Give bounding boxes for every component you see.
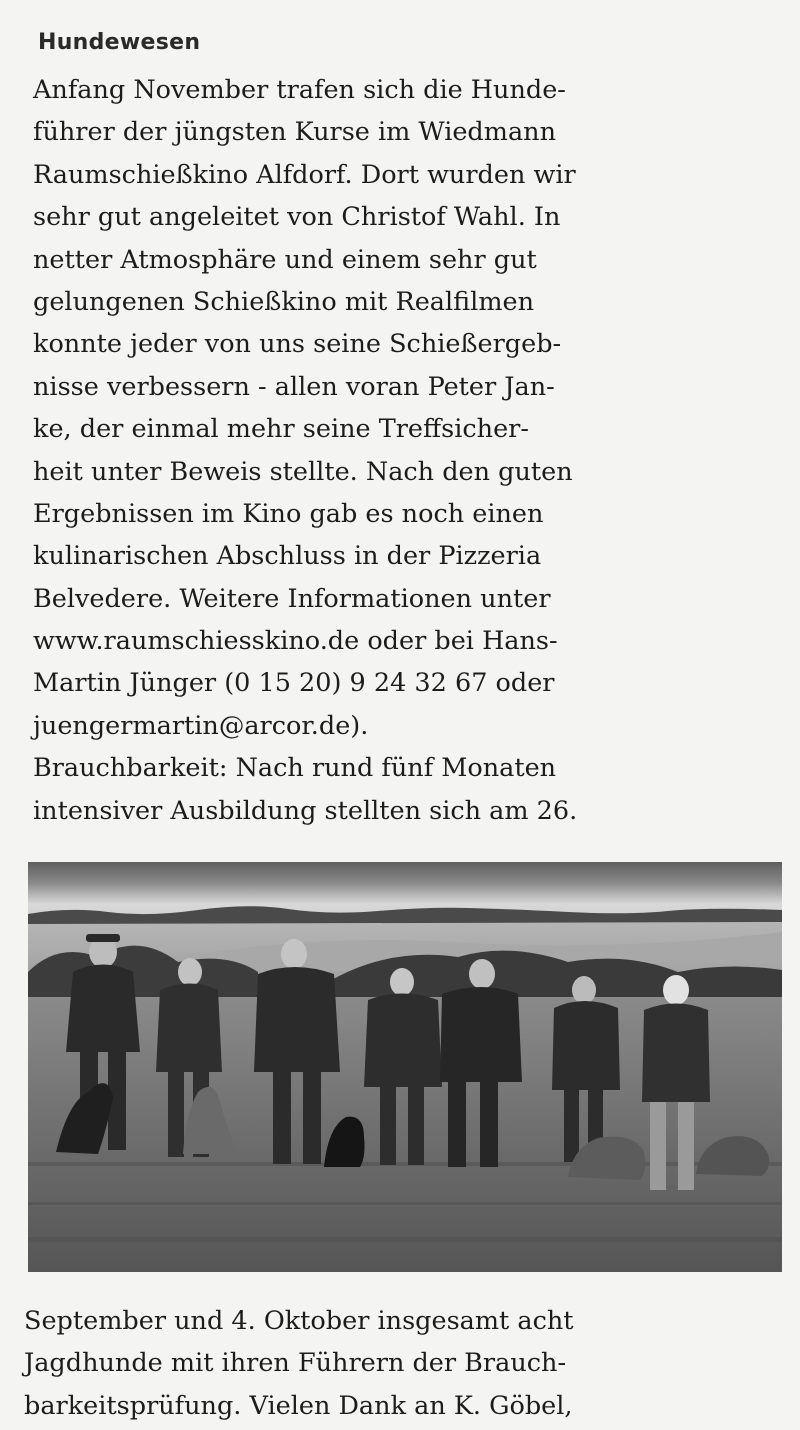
group-photo bbox=[28, 862, 782, 1272]
text-line: intensiver Ausbildung stellten sich am 26. bbox=[33, 795, 578, 826]
article-paragraph-bottom bbox=[24, 1300, 591, 1427]
text-line: nisse verbessern - allen voran Peter Jan- bbox=[33, 371, 555, 402]
text-line: Jagdhunde mit ihren Führern der Brauch- bbox=[24, 1348, 567, 1379]
text-line: gelungenen Schießkino mit Realfilmen bbox=[33, 286, 535, 317]
text-line: sehr gut angeleitet von Christof Wahl. In bbox=[33, 202, 561, 233]
section-heading: Hundewesen bbox=[38, 30, 201, 55]
text-line: heit unter Beweis stellte. Nach den guten bbox=[33, 456, 573, 487]
text-line: ke, der einmal mehr seine Treffsicher- bbox=[33, 414, 529, 445]
email-line: juengermartin@arcor.de). bbox=[33, 710, 369, 741]
text-line: Brauchbarkeit: Nach rund fünf Monaten bbox=[33, 753, 557, 784]
text-line: kulinarischen Abschluss in der Pizzeria bbox=[33, 541, 542, 572]
article-paragraph-top bbox=[33, 69, 600, 832]
text-line: barkeitsprüfung. Vielen Dank an K. Göbel, bbox=[24, 1390, 573, 1421]
website-line: www.raumschiesskino.de oder bei Hans- bbox=[33, 626, 558, 657]
text-line: führer der jüngsten Kurse im Wiedmann bbox=[33, 117, 556, 148]
text-line: netter Atmosphäre und einem sehr gut bbox=[33, 244, 537, 275]
text-line: Raumschießkino Alfdorf. Dort wurden wir bbox=[33, 159, 576, 190]
text-line: Belvedere. Weitere Informationen unter bbox=[33, 583, 551, 614]
text-line: Ergebnissen im Kino gab es noch einen bbox=[33, 498, 544, 529]
text-line: Anfang November trafen sich die Hunde- bbox=[33, 75, 566, 105]
text-line: konnte jeder von uns seine Schießergeb- bbox=[33, 329, 562, 360]
text-line: September und 4. Oktober insgesamt acht bbox=[24, 1306, 574, 1336]
phone-line: Martin Jünger (0 15 20) 9 24 32 67 oder bbox=[33, 668, 555, 699]
photo-illustration bbox=[28, 862, 782, 1272]
